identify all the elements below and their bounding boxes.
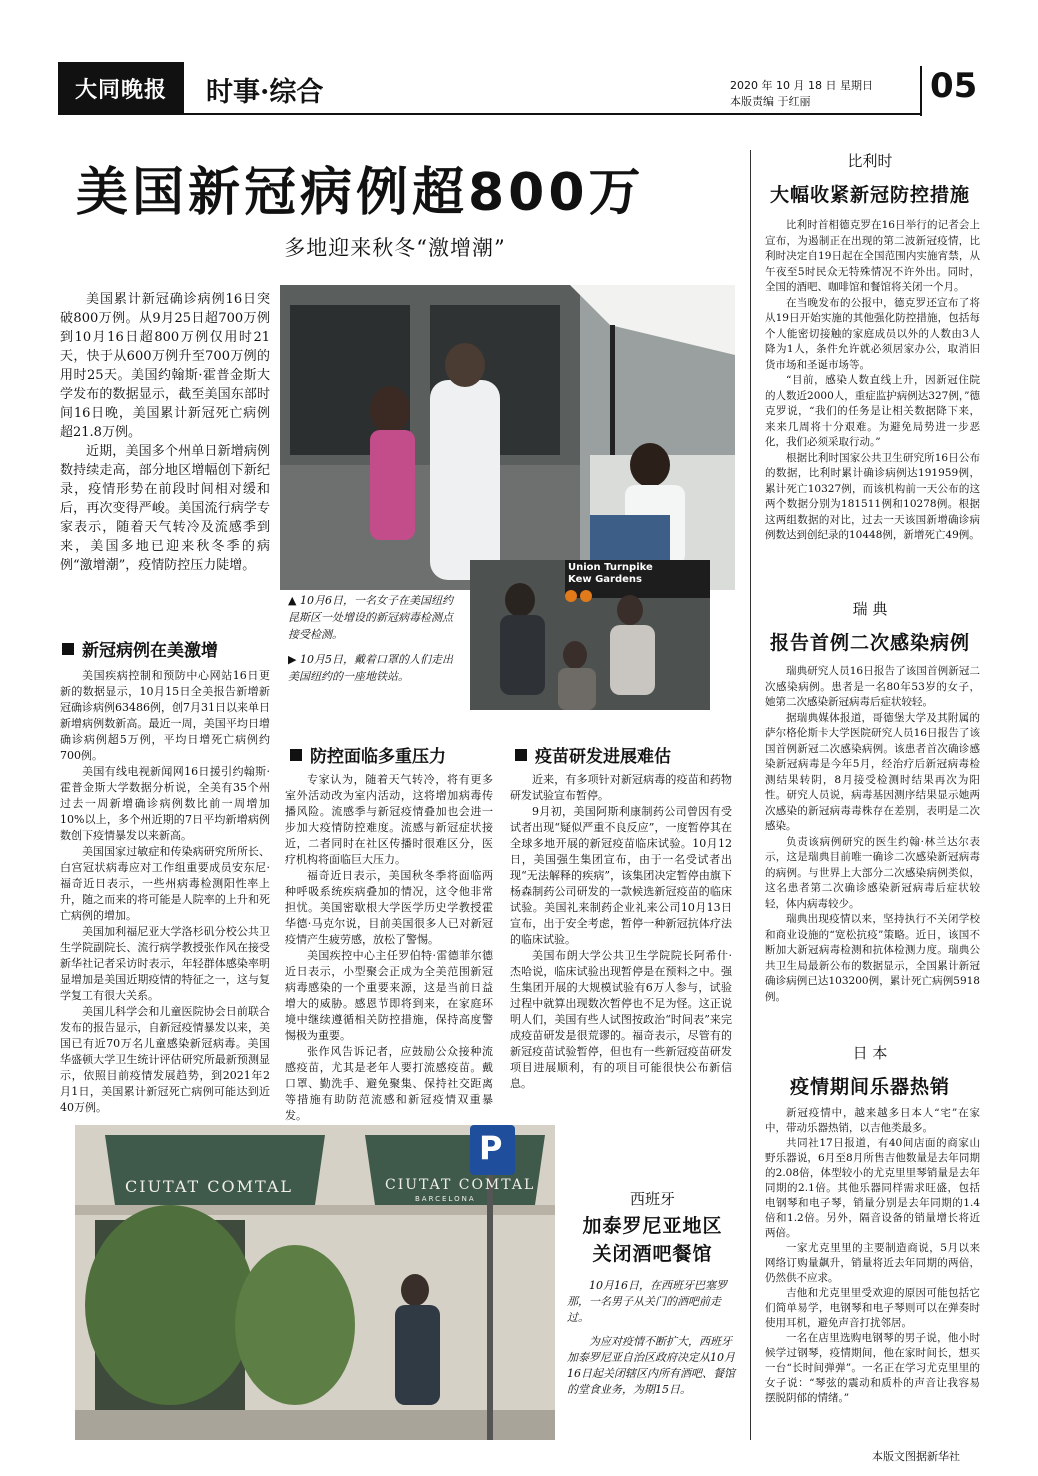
body-paragraph: 根据比利时国家公共卫生研究所16日公布的数据，比利时累计确诊病例达191959例，累计死亡10327例，而该机构前一天公布的这两个数据分别为181511例和10278例。根据这两组数据的对比，过去一天该国新增确诊病例数达到创纪录的10448例，新增死亡49例。 (765, 451, 980, 541)
body-paragraph: 一名在店里选购电钢琴的男子说，他小时候学过钢琴，疫情期间，他在家时间长，想买一台“长时间弹弹”。一名正在学习尤克里里的女子说：“琴弦的震动和质朴的声音让我容易摆脱阴郁的情绪。” (765, 1332, 980, 1404)
caption-testing: ▲ 10月6日，一名女子在美国纽约昆斯区一处增设的新冠病毒检测点接受检测。 (288, 594, 453, 641)
caption-subway: ▶ 10月5日，戴着口罩的人们走出美国纽约的一座地铁站。 (288, 653, 453, 683)
body-paragraph: 负责该病例研究的医生约翰·林兰达尔表示，这是瑞典目前唯一确诊二次感染新冠病毒的病例。与世界上大部分二次感染病例类似，这名患者第二次确诊感染新冠病毒后症状较轻，体内病毒较少。 (765, 835, 980, 910)
issue-meta (730, 78, 873, 110)
body-paragraph: 福奇近日表示，美国秋冬季将面临两种呼吸系统疾病叠加的情况，这令他非常担忧。美国密歇根大学医学历史学教授霍华德·马克尔说，目前美国很多人已对新冠疫情产生疲劳感，放松了警惕。 (285, 869, 493, 946)
sweden-body (765, 664, 980, 1005)
section-title: 时事·综合 (206, 77, 324, 108)
body-paragraph: 据瑞典媒体报道，哥德堡大学及其附属的萨尔格伦斯卡大学医院研究人员16日报告了该国首例新冠二次感染病例。该患者首次确诊感染新冠病毒是今年5月，经治疗后新冠病毒检测结果转阴，8月接受检测时结果再次为阳性。研究人员说，病毒基因测序结果显示她两次感染的新冠病毒毒株存在差别，表明是二次感染。 (765, 711, 980, 832)
photo-subway-station (470, 560, 710, 710)
heading-square-icon (62, 643, 74, 655)
subsection-body-1 (60, 668, 270, 1116)
photo-barcelona-street (75, 1125, 555, 1440)
country-label-japan: 日 本 (852, 1044, 888, 1062)
body-paragraph: 近来，有多项针对新冠病毒的疫苗和药物研发试验宣布暂停。 (510, 773, 732, 802)
body-paragraph: 美国加利福尼亚大学洛杉矶分校公共卫生学院副院长、流行病学教授张作风在接受新华社记者采访时表示，年轻群体感染率明显增加是美国近期疫情的特征之一，这与复学复工有很大关系。 (60, 925, 270, 1002)
newspaper-logo: 大同晚报 (58, 62, 184, 114)
subway-sign: Union Turnpike Kew Gardens (568, 562, 653, 585)
photo-captions (288, 592, 460, 693)
issue-date: 2020 年 10 月 18 日 星期日 (730, 79, 873, 92)
lead-paragraph: 近期，美国多个州单日新增病例数持续走高，部分地区增幅创下新纪录，疫情形势在前段时间相对缓和后，再次变得严峻。美国流行病学专家表示，随着天气转冷及流感季到来，美国多地已迎来秋冬季的病例“激增潮”，疫情防控压力陡增。 (60, 444, 270, 573)
body-paragraph: 瑞典出现疫情以来，坚持执行不关闭学校和商业设施的“宽松抗疫”策略。近日，该国不断加大新冠病毒检测和抗体检测力度。瑞典公共卫生局最新公布的数据显示，全国累计新冠确诊病例已达103200例，累计死亡病例5918例。 (765, 913, 980, 1003)
lead-text (60, 290, 270, 575)
subsection-body-2 (285, 772, 493, 1124)
body-paragraph: 为应对疫情不断扩大，西班牙加泰罗尼亚自治区政府决定从10月16日起关闭辖区内所有酒吧、餐馆的堂食业务，为期15日。 (567, 1335, 735, 1396)
parking-sign: P (479, 1129, 503, 1167)
lead-paragraph: 美国累计新冠确诊病例16日突破800万例。从9月25日超700万例到10月16日超800万例仅用时21天，快于从600万例升至700万例的用时25天。美国约翰斯·霍普金斯大学发布的数据显示，截至美国东部时间16日晚，美国累计新冠死亡病例超21.8万例。 (60, 292, 270, 440)
subsection-heading-2: 防控面临多重压力 (290, 742, 446, 767)
belgium-body (765, 218, 980, 544)
heading-square-icon (290, 749, 302, 761)
subsection-heading-1: 新冠病例在美激增 (62, 636, 218, 661)
testing-photo-illustration (280, 285, 735, 590)
body-paragraph: 9月初，美国阿斯利康制药公司曾因有受试者出现“疑似严重不良反应”，一度暂停其在全球多地开展的新冠疫苗临床试验。10月12日，美国强生集团宣布，由于一名受试者出现“无法解释的疾病”，该集团决定暂停由旗下杨森制药公司研发的一款候选新冠疫苗的临床试验。美国礼来制药企业礼来公司10月13日宣布，出于安全考虑，暂停一种新冠抗体疗法的临床试验。 (510, 805, 732, 946)
body-paragraph: 10月16日，在西班牙巴塞罗那，一名男子从关门的酒吧前走过。 (567, 1279, 727, 1324)
page-editor: 本版责编 于红丽 (730, 95, 811, 108)
page-number: 05 (930, 66, 978, 106)
belgium-headline: 大幅收紧新冠防控措施 (769, 184, 970, 206)
main-headline: 美国新冠病例超800万 (76, 163, 645, 223)
country-label-spain: 西班牙 (629, 1190, 675, 1208)
header-divider (920, 66, 922, 116)
body-paragraph: 吉他和尤克里里受欢迎的原因可能包括它们简单易学，电钢琴和电子琴则可以在弹奏时使用耳机，避免声音打扰邻居。 (765, 1287, 980, 1329)
body-paragraph: 共同社17日报道，有40间店面的商家山野乐器说，6月至8月所售吉他数量是去年同期的2.08倍，体型较小的尤克里里琴销量是去年同期的2.1倍。其他乐器同样需求旺盛，包括电钢琴和电子琴，销量分别是去年同期的1.4倍和1.2倍。另外，隔音设备的销量增长将近两倍。 (765, 1137, 980, 1239)
header-rule (58, 113, 920, 115)
body-paragraph: 美国国家过敏症和传染病研究所所长、白宫冠状病毒应对工作组重要成员安东尼·福奇近日表示，一些州病毒检测阳性率上升，随之而来的将可能是人院率的上升和死亡病例的增加。 (60, 845, 270, 922)
body-paragraph: 瑞典研究人员16日报告了该国首例新冠二次感染病例。患者是一名80年53岁的女子，她第二次感染新冠病毒后症状较轻。 (765, 665, 980, 708)
body-paragraph: 一家尤克里里的主要制造商说，5月以来网络订购量飙升，销量将近去年同期的两倍，仍然供不应求。 (765, 1242, 980, 1284)
photo-testing-site (280, 285, 735, 590)
body-paragraph: 美国有线电视新闻网16日援引约翰斯·霍普金斯大学数据分析说，全美有35个州过去一周新增确诊病例数比前一周增加10%以上，多个州近期的7日平均新增病例数创下疫情暴发以来新高。 (60, 765, 270, 842)
body-paragraph: “目前，感染人数直线上升，因新冠住院的人数近2000人，重症监护病例达327例，”德克罗说，“我们的任务是让相关数据降下来，来来几周将十分艰难。为避免局势进一步恶化，我们必须采取行动。” (765, 374, 980, 448)
main-subheadline: 多地迎来秋冬“激增潮” (284, 236, 506, 260)
barcelona-photo-illustration (75, 1125, 555, 1440)
spain-body (567, 1278, 735, 1406)
body-paragraph: 在当晚发布的公报中，德克罗还宣布了将从19日开始实施的其他强化防控措施，包括每个人能密切接触的家庭成员以外的人数由3人降为1人，条件允许就必须居家办公，取消旧货市场和圣诞市场等。 (765, 296, 980, 371)
subsection-heading-3: 疫苗研发进展难估 (515, 742, 671, 767)
shop-sign-secondary: CIUTAT COMTAL (385, 1177, 536, 1193)
country-label-belgium: 比利时 (847, 152, 893, 170)
spain-headline: 加泰罗尼亚地区 关闭酒吧餐馆 (582, 1215, 723, 1265)
heading-square-icon (515, 749, 527, 761)
japan-headline: 疫情期间乐器热销 (789, 1076, 950, 1098)
body-paragraph: 美国疾控中心主任罗伯特·雷德菲尔德近日表示，小型聚会正成为全美范围新冠病毒感染的一个重要来源，这是当前日益增大的威胁。感恩节即将到来，在家庭环境中继续遵循相关防控措施，保持高度警惕极为重要。 (285, 949, 493, 1042)
body-paragraph: 新冠疫情中，越来越多日本人“宅”在家中，带动乐器热销，以吉他类最多。 (765, 1107, 980, 1134)
sweden-headline: 报告首例二次感染病例 (769, 632, 970, 654)
photo-credit: 本版文图据新华社 (872, 1450, 960, 1463)
column-divider (750, 150, 751, 1440)
body-paragraph: 张作风告诉记者，应鼓励公众接种流感疫苗，尤其是老年人要打流感疫苗。戴口罩、勤洗手、避免聚集、保持社交距离等措施有助防范流感和新冠疫情双重暴发。 (285, 1045, 493, 1122)
body-paragraph: 美国疾病控制和预防中心网站16日更新的数据显示，10月15日全美报告新增新冠确诊病例63486例，创7月31日以来单日新增病例数新高。最近一周，美国平均日增确诊病例超5万例，平均日增死亡病例约700例。 (60, 669, 270, 762)
japan-body (765, 1106, 980, 1406)
country-label-sweden: 瑞 典 (852, 600, 888, 618)
body-paragraph: 美国儿科学会和儿童医院协会日前联合发布的报告显示，自新冠疫情暴发以来，美国已有近70万名儿童感染新冠病毒。美国华盛顿大学卫生统计评估研究所最新预测显示，依照目前疫情发展趋势，到2021年2月1日，美国累计新冠死亡病例可能达到近40万例。 (60, 1005, 270, 1114)
shop-sign-sub: BARCELONA (415, 1195, 476, 1203)
subsection-body-3 (510, 772, 732, 1092)
shop-sign: CIUTAT COMTAL (125, 1177, 293, 1196)
body-paragraph: 比利时首相德克罗在16日举行的记者会上宣布，为遏制正在出现的第二波新冠疫情，比利时决定自19日起在全国范围内实施宵禁，从午夜至5时民众无特殊情况不许外出。同时，全国的酒吧、咖啡馆和餐馆将关闭一个月。 (765, 219, 980, 293)
body-paragraph: 专家认为，随着天气转冷，将有更多室外活动改为室内活动，这将增加病毒传播风险。流感季与新冠疫情叠加也会进一步加大疫情防控难度。流感与新冠症状接近，二者同时在社区传播时很难区分，医疗机构将面临巨大压力。 (285, 773, 493, 866)
body-paragraph: 美国布朗大学公共卫生学院院长阿希什·杰哈说，临床试验出现暂停是在预料之中。强生集团开展的大规模试验有6万人参与，试验过程中就算出现数次暂停也不足为怪。这正说明人们，美国有些人试图按政治“时间表”来完成疫苗研发是很荒谬的。福奇表示，尽管有的新冠疫苗试验暂停，但也有一些新冠疫苗研发项目进展顺利，有的项目可能很快公布新信息。 (510, 949, 732, 1090)
